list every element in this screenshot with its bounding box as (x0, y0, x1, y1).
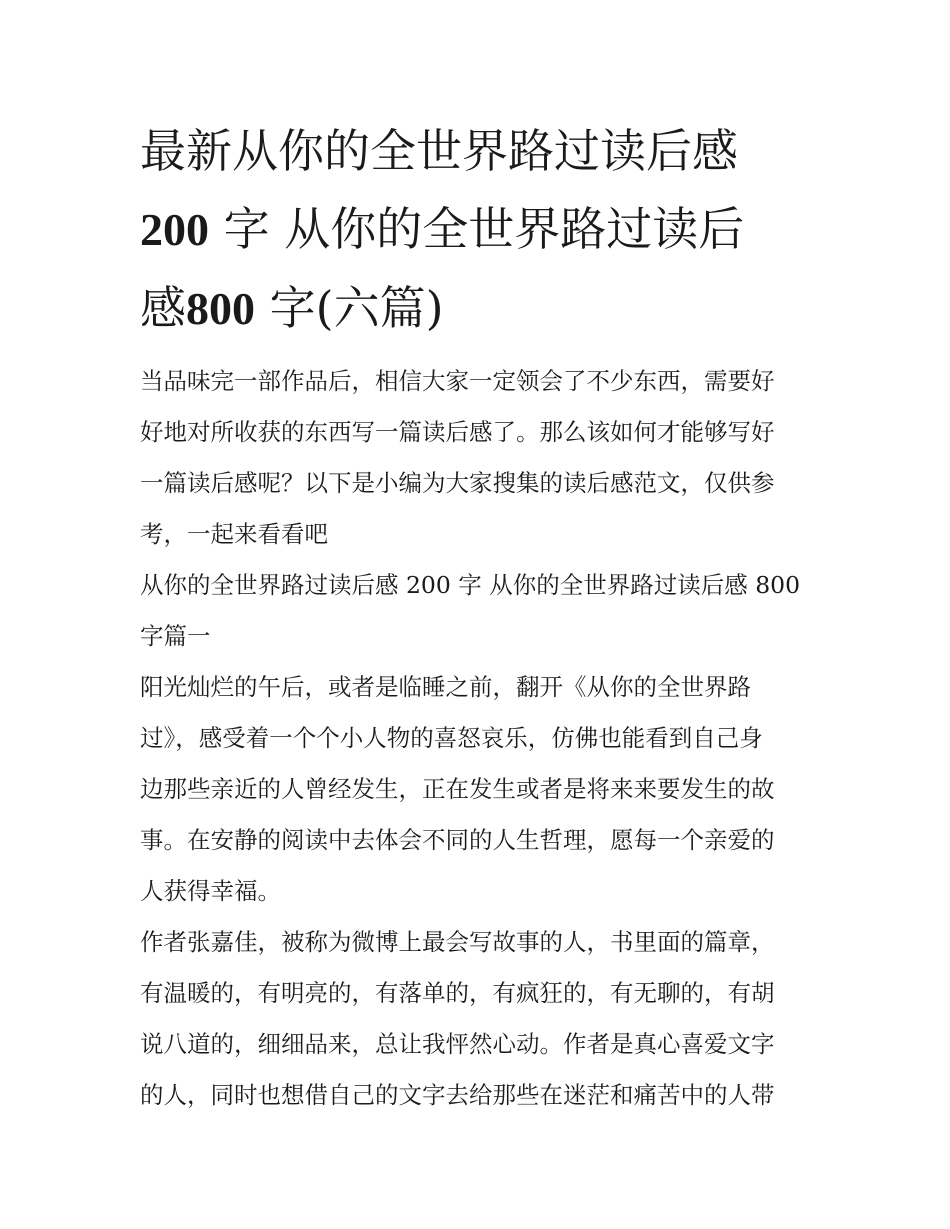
paragraph-2-line-1: 作者张嘉佳，被称为微博上最会写故事的人，书里面的篇章， (140, 928, 775, 956)
section-heading-line-1: 从你的全世界路过读后感 200 字 从你的全世界路过读后感 800 (140, 571, 801, 599)
paragraph-1-line-1: 阳光灿烂的午后，或者是临睡之前，翻开《从你的全世界路 (140, 673, 751, 701)
paragraph-2-line-2: 有温暖的，有明亮的，有落单的，有疯狂的，有无聊的，有胡 (140, 979, 775, 1007)
title-number-200: 200 (140, 204, 209, 255)
title-text-2: 字 从你的全世界路过读后 (209, 202, 745, 256)
title-text-3: 感 (140, 281, 186, 335)
title-text-4: 字(六篇) (255, 281, 444, 335)
section-heading-line-2: 字篇一 (140, 622, 211, 650)
intro-line-1: 当品味完一部作品后，相信大家一定领会了不少东西，需要好 (140, 367, 775, 395)
intro-line-3: 一篇读后感呢？以下是小编为大家搜集的读后感范文，仅供参 (140, 469, 775, 497)
paragraph-1-line-3: 边那些亲近的人曾经发生，正在发生或者是将来来要发生的故 (140, 775, 775, 803)
intro-line-4: 考，一起来看看吧 (140, 520, 328, 548)
intro-line-2: 好地对所收获的东西写一篇读后感了。那么该如何才能够写好 (140, 418, 775, 446)
title-line-2 (140, 190, 812, 269)
document-title (140, 112, 812, 348)
paragraph-2-line-4: 的人，同时也想借自己的文字去给那些在迷茫和痛苦中的人带 (140, 1081, 775, 1109)
paragraph-1-line-4: 事。在安静的阅读中去体会不同的人生哲理，愿每一个亲爱的 (140, 826, 775, 854)
title-number-800: 800 (186, 283, 255, 334)
paragraph-1-line-2: 过》，感受着一个个小人物的喜怒哀乐，仿佛也能看到自己身 (140, 724, 763, 752)
title-line-3 (140, 269, 812, 348)
title-line-1 (140, 112, 812, 190)
paragraph-1-line-5: 人获得幸福。 (140, 877, 281, 905)
title-text-1: 最新从你的全世界路过读后感 (140, 124, 738, 178)
document-body (140, 356, 812, 1121)
paragraph-2-line-3: 说八道的，细细品来，总让我怦然心动。作者是真心喜爱文字 (140, 1030, 775, 1058)
document-page (140, 112, 812, 1121)
